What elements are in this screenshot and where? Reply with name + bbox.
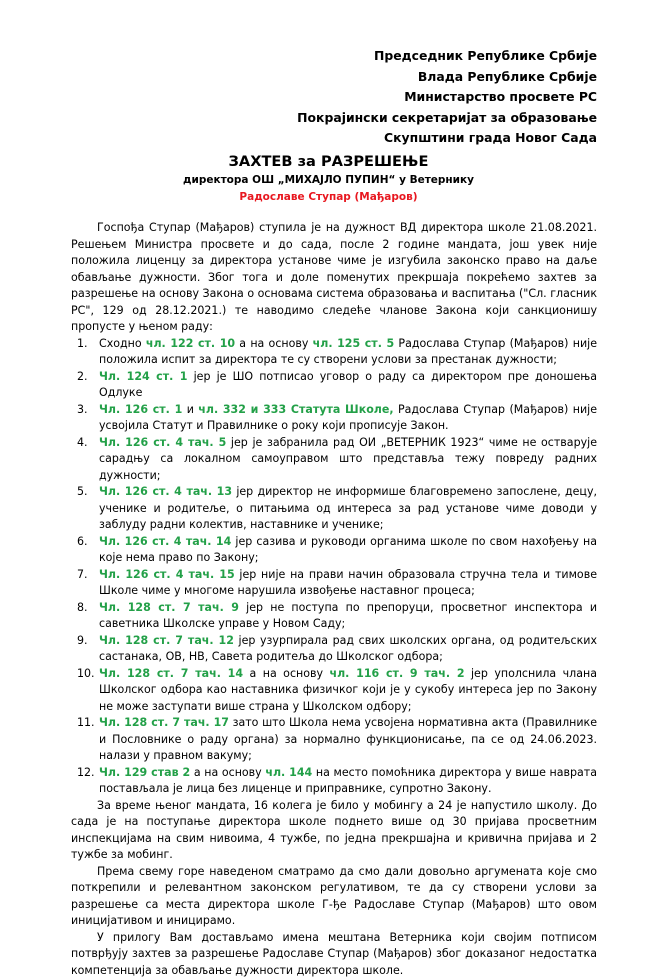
list-item-number: 2. <box>77 369 88 386</box>
list-item <box>73 369 597 402</box>
legal-reference: Чл. 128 ст. 7 тач. 9 <box>99 601 239 614</box>
intro-paragraph: Госпођа Ступар (Мађаров) ступила је на дужност ВД директора школе 21.08.2021. Решењем Министра просвете и до сада, после 2 године мандата, још увек није положила лиценцу за директора установе чиме је изгубила законско право на даље обављање дужности. Због тога и доле поменутих прекршаја покрећемо захтев за разрешење на основу Закона о основама система образовања и васпитања ("Сл. гласник РС", 129 од 28.12.2021.) те наводимо следеће чланове Закона који санкционишу пропусте у њеном раду: <box>71 220 597 336</box>
list-item <box>73 336 597 369</box>
legal-reference: Чл. 128 ст. 7 тач. 17 <box>99 716 229 729</box>
list-item-text: јер узурпирала рад свих школских органа, од родитељских састанака, ОВ, НВ, Савета родитеља до Школског одбора; <box>99 634 597 664</box>
list-item-text: јер је ШО потписао уговор о раду са директором пре доношења Одлуке <box>99 370 597 400</box>
violations-list <box>71 336 597 798</box>
list-item-number: 1. <box>77 336 88 353</box>
legal-reference: чл. 332 и 333 Статута Школе, <box>198 403 393 416</box>
list-item-text: јер уполснила члана Школског одбора као наставника физичког који је у сукобу интереса јер по Закону не може заступати више страна у Школском одбору; <box>99 667 597 713</box>
list-item <box>73 534 597 567</box>
list-item <box>73 484 597 534</box>
list-item-number: 7. <box>77 567 88 584</box>
document-subtitle: директора ОШ „МИХАЈЛО ПУПИН“ у Ветернику <box>0 172 657 189</box>
legal-reference: чл. 116 ст. 9 тач. 2 <box>330 667 465 680</box>
list-item-text: јер није на прави начин образовала стручна тела и тимове Школе чиме у многоме нарушила извођење наставног процеса; <box>99 568 597 598</box>
list-item-number: 9. <box>77 633 88 650</box>
list-item <box>73 633 597 666</box>
body-paragraph-conclusion: Према свему горе наведеном сматрамо да смо дали довољно аргумената које смо поткрепили и релевантном законском регулативом, те да су створени услови за разрешење са места директора школе Г-ђе Радославе Ступар (Мађаров) што овом иницијативом и иницирамо. <box>71 864 597 930</box>
body-paragraph-mobbing: За време њеног мандата, 16 колега је било у мобингу а 24 је напустило школу. До сада је на поступање директора школе поднето више од 30 пријава просветним инспекцијама на свим нивоима, 4 тужбе, по једна прекршајна и кривична пријава и 2 тужбе за мобинг. <box>71 798 597 864</box>
list-item-text: јер не поступа по препоруци, просветног инспектора и саветника Школске управе у Новом Саду; <box>99 601 597 631</box>
recipient-line: Министарство просвете РС <box>297 87 597 108</box>
list-item-number: 8. <box>77 600 88 617</box>
legal-reference: чл. 144 <box>265 766 312 779</box>
list-item <box>73 435 597 485</box>
list-item-text: Сходно <box>99 337 146 350</box>
list-item-number: 5. <box>77 484 88 501</box>
list-item <box>73 765 597 798</box>
list-item-text: а на основу <box>190 766 265 779</box>
list-item <box>73 402 597 435</box>
recipient-line: Председник Републике Србије <box>297 46 597 67</box>
list-item-text: јер је забранила рад ОИ „ВЕТЕРНИК 1923“ чиме не остварује сарадњу са локалном самоуправом што представља тежу повреду радних дужности; <box>99 436 597 482</box>
list-item-text: на место помоћника директора у више наврата постављала је лица без лиценце и приправнике, супротно Закону. <box>99 766 597 796</box>
list-item-number: 10. <box>77 666 95 683</box>
list-item-text: зато што Школа нема усвојена нормативна акта (Правилнике и Пословнике о раду органа) за нормално функционисање, па се од 24.06.2023. налази у правном вакуму; <box>99 716 597 762</box>
list-item-text: Радослава Ступар (Мађаров) није положила испит за директора те су створени услови за престанак дужности; <box>99 337 597 367</box>
legal-reference: Чл. 126 ст. 4 тач. 5 <box>99 436 226 449</box>
document-title: ЗАХТЕВ за РАЗРЕШЕЊЕ <box>0 152 657 172</box>
list-item-number: 4. <box>77 435 88 452</box>
list-item <box>73 666 597 716</box>
list-item-text: а на основу <box>243 667 329 680</box>
document-body <box>71 220 597 979</box>
legal-reference: Чл. 126 ст. 4 тач. 14 <box>99 535 231 548</box>
legal-reference: Чл. 126 ст. 4 тач. 13 <box>99 485 232 498</box>
legal-reference: Чл. 129 став 2 <box>99 766 190 779</box>
list-item-text: и <box>182 403 198 416</box>
title-block <box>0 152 657 205</box>
recipients-block <box>297 46 597 149</box>
list-item <box>73 567 597 600</box>
body-paragraph-attachment: У прилогу Вам достављамо имена мештана Ветерника који својим потписом потврђују захтев за разрешење Радославе Ступар (Мађаров) због доказаног недостатка компетенција за обављање дужности директора школе. <box>71 930 597 979</box>
legal-reference: Чл. 128 ст. 7 тач. 12 <box>99 634 234 647</box>
list-item-text: Радослава Ступар (Мађаров) није усвојила Статут и Правилнике о року који прописује Закон. <box>99 403 597 433</box>
list-item <box>73 600 597 633</box>
list-item-number: 3. <box>77 402 88 419</box>
subject-name: Радославе Ступар (Мађаров) <box>0 189 657 205</box>
recipient-line: Покрајински секретаријат за образовање <box>297 108 597 129</box>
list-item-text: јер сазива и руководи органима школе по свом нахођењу на које нема право по Закону; <box>99 535 597 565</box>
list-item-number: 12. <box>77 765 95 782</box>
legal-reference: Чл. 126 ст. 4 тач. 15 <box>99 568 235 581</box>
legal-reference: чл. 122 ст. 10 <box>146 337 235 350</box>
legal-reference: чл. 125 ст. 5 <box>313 337 395 350</box>
list-item-number: 6. <box>77 534 88 551</box>
recipient-line: Скупштини града Новог Сада <box>297 128 597 149</box>
legal-reference: Чл. 126 ст. 1 <box>99 403 182 416</box>
legal-reference: Чл. 128 ст. 7 тач. 14 <box>99 667 243 680</box>
recipient-line: Влада Републике Србије <box>297 67 597 88</box>
legal-reference: Чл. 124 ст. 1 <box>99 370 187 383</box>
list-item-text: јер директор не информише благовремено запослене, децу, ученике и родитеље, о питањима од интереса за рад установе чиме доводи у заблуду радни колектив, наставнике и ученике; <box>99 485 597 531</box>
list-item-text: а на основу <box>235 337 313 350</box>
list-item-number: 11. <box>77 715 95 732</box>
list-item <box>73 715 597 765</box>
